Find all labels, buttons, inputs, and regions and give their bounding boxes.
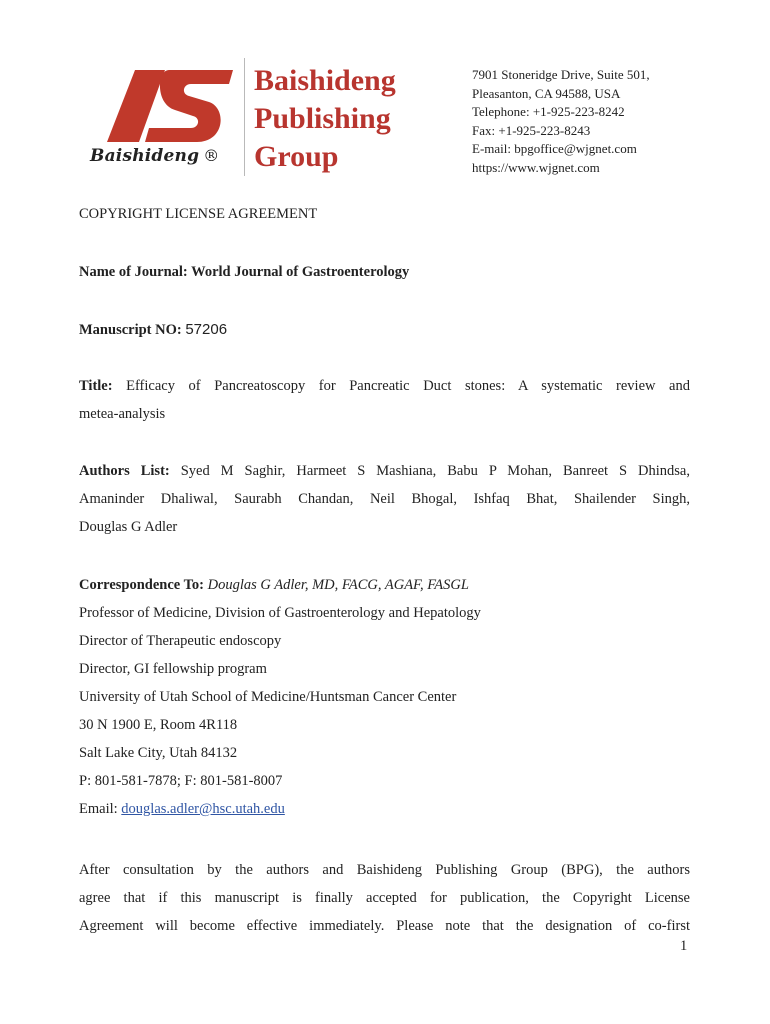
correspondence: Correspondence To: Douglas G Adler, MD, FACG, AGAF, FASGL Professor of Medicine, Division of Gastroenterology and Hepatology Director of Therapeutic endoscopy Director, GI fellowship program University of Utah School of Medicine/Huntsman Cancer Center 30 N 1900 E, Room 4R118 Salt Lake City, Utah 84132 P: 801-581-7878; F: 801-581-8007 Email: douglas.adler@hsc.utah.edu — [79, 577, 481, 817]
address-line: Telephone: +1-925-223-8242 — [472, 104, 625, 120]
logo-divider — [244, 58, 245, 176]
brand-line: Publishing — [254, 102, 391, 135]
address-line: E-mail: bpgoffice@wjgnet.com — [472, 141, 637, 157]
manuscript-title: Title: Efficacy of Pancreatoscopy for Pancreatic Duct stones: A systematic review and metea-analysis — [79, 378, 690, 422]
baishideng-logo-icon — [105, 68, 237, 144]
journal-name: Name of Journal: World Journal of Gastroenterology — [79, 264, 410, 280]
brand-name — [254, 62, 396, 176]
address-line: 7901 Stoneridge Drive, Suite 501, — [472, 67, 650, 82]
publisher-address — [472, 66, 650, 178]
brand-line: Group — [254, 140, 339, 173]
agreement-paragraph: After consultation by the authors and Baishideng Publishing Group (BPG), the authors agree that if this manuscript is finally accepted for publication, the Copyright License Agreement will become effective immediately. Please note that the designation of co-first — [79, 862, 690, 934]
brand-line: Baishideng — [254, 64, 396, 97]
registered-mark: ® — [203, 146, 220, 165]
manuscript-number: Manuscript NO: 57206 — [79, 321, 228, 338]
authors-list: Authors List: Syed M Saghir, Harmeet S Mashiana, Babu P Mohan, Banreet S Dhindsa, Amaninder Dhaliwal, Saurabh Chandan, Neil Bhogal, Ishfaq Bhat, Shailender Singh, Douglas G Adler — [79, 463, 690, 535]
address-line: Pleasanton, CA 94588, USA — [472, 85, 621, 101]
address-line: Fax: +1-925-223-8243 — [472, 122, 591, 138]
page-number: 1 — [680, 938, 688, 954]
letterhead — [0, 0, 770, 190]
email-link[interactable]: douglas.adler@hsc.utah.edu — [121, 801, 285, 817]
document-heading: COPYRIGHT LICENSE AGREEMENT — [79, 206, 318, 222]
logo-wordmark: Baishideng ® — [90, 146, 220, 166]
address-line: https://www.wjgnet.com — [472, 159, 600, 175]
